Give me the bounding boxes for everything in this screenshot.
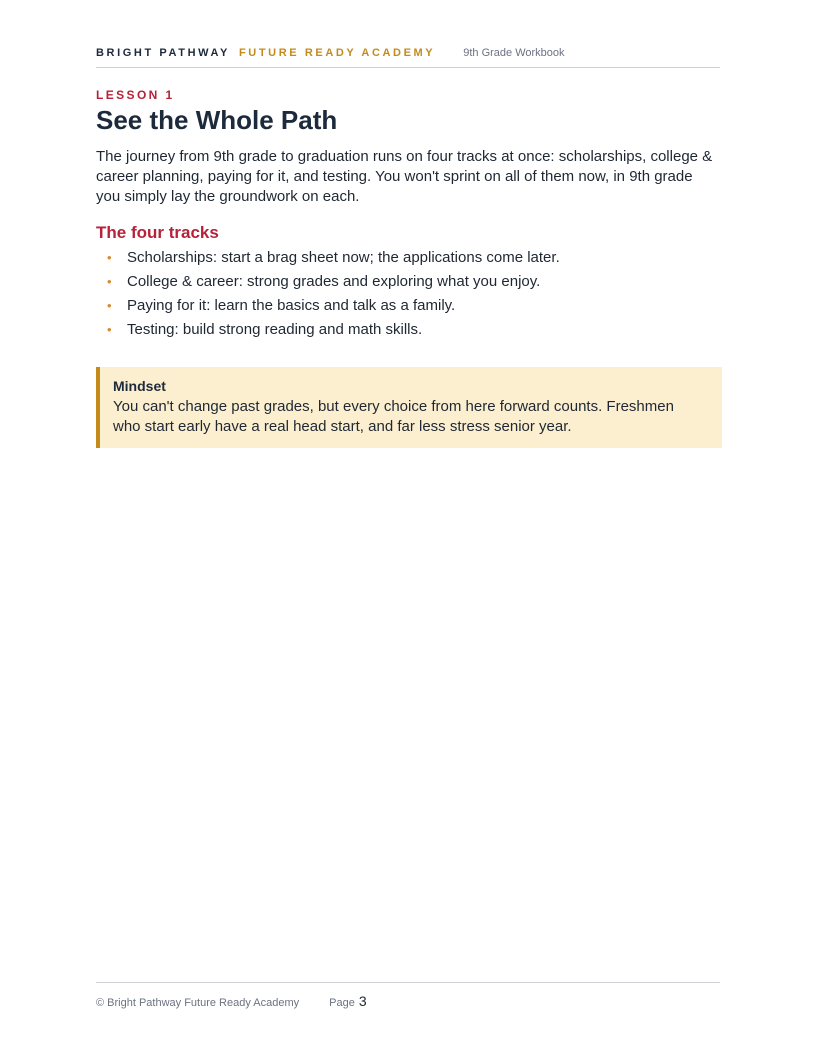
lesson-label: LESSON 1 [96, 88, 175, 102]
section-heading-four-tracks: The four tracks [96, 223, 219, 242]
intro-paragraph: The journey from 9th grade to graduation runs on four tracks at once: scholarships, college & career planning, paying for it, and testing. You won't sprint on all of them now, in 9th grade you simply lay the groundwork on each. [96, 148, 713, 205]
list-item [96, 296, 720, 316]
callout-title: Mindset [113, 378, 166, 394]
bullet-icon: • [107, 250, 112, 265]
mindset-callout [96, 367, 722, 448]
footer-page-label: Page [329, 997, 355, 1009]
list-item-text: Testing: build strong reading and math skills. [127, 321, 423, 338]
bullet-icon: • [107, 322, 112, 337]
bullet-icon: • [107, 298, 112, 313]
list-item [96, 320, 720, 340]
page-header [96, 46, 720, 68]
brand-primary: BRIGHT PATHWAY [96, 47, 230, 59]
list-item [96, 272, 720, 292]
callout-body: You can't change past grades, but every choice from here forward counts. Freshmen who start early have a real head start, and far less stress senior year. [113, 398, 674, 435]
list-item [96, 248, 720, 268]
page-title: See the Whole Path [96, 105, 338, 135]
footer-copyright: © Bright Pathway Future Ready Academy [96, 997, 300, 1009]
list-item-text: Paying for it: learn the basics and talk as a family. [127, 297, 456, 314]
brand-secondary: FUTURE READY ACADEMY [238, 47, 436, 59]
bullet-icon: • [107, 274, 112, 289]
tracks-list [96, 248, 720, 344]
page-footer [96, 982, 720, 1009]
list-item-text: College & career: strong grades and exploring what you enjoy. [127, 273, 541, 290]
page-number: 3 [358, 993, 367, 1009]
list-item-text: Scholarships: start a brag sheet now; the applications come later. [127, 249, 560, 266]
workbook-subtitle: 9th Grade Workbook [463, 47, 565, 59]
